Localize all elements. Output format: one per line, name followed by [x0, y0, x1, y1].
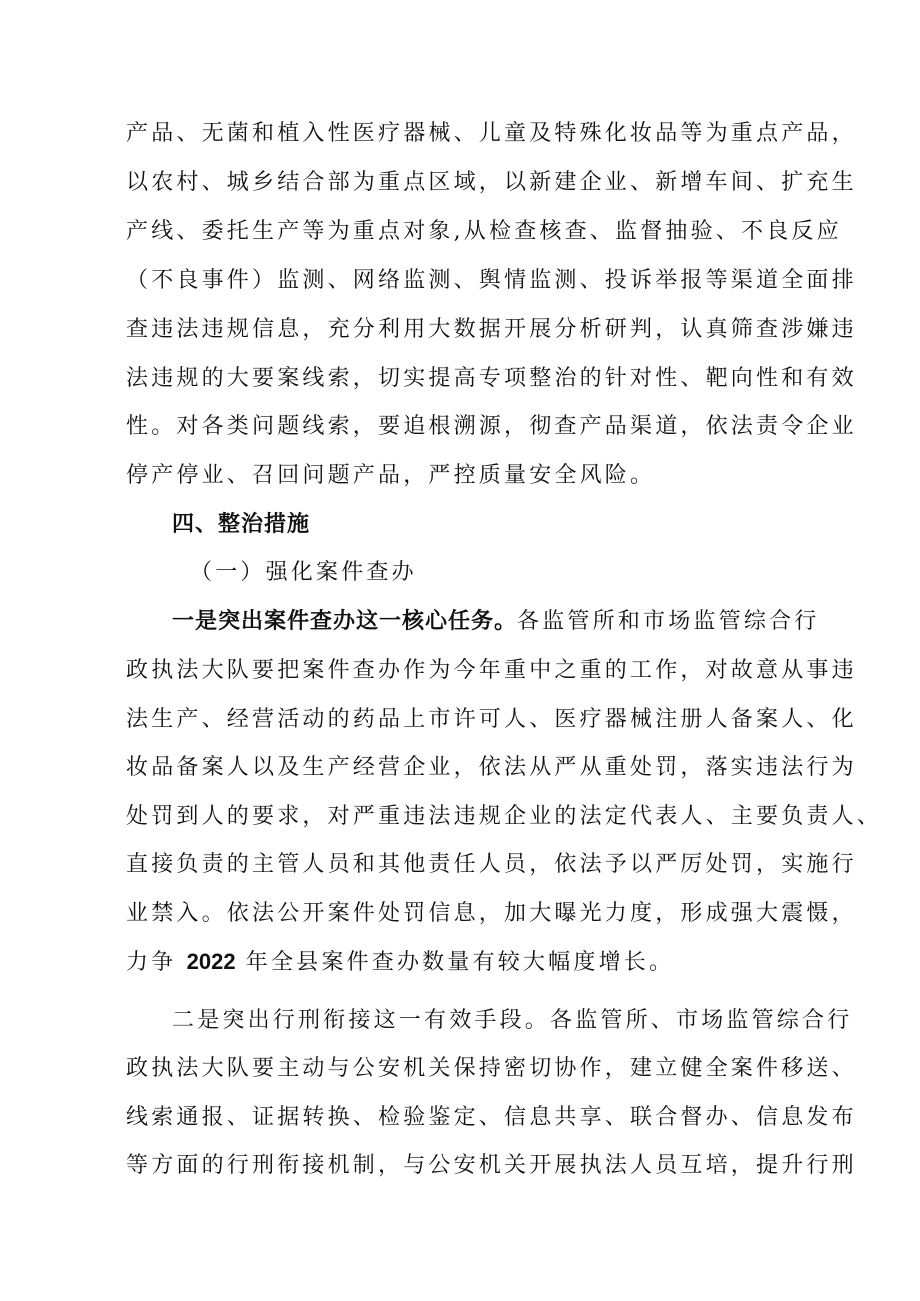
paragraph-line: 性。对各类问题线索，要追根溯源，彻查产品渠道，依法责令企业 — [126, 414, 857, 439]
paragraph-line: 处罚到人的要求，对严重违法违规企业的法定代表人、主要负责人、 — [126, 804, 883, 829]
paragraph-line: 直接负责的主管人员和其他责任人员，依法予以严厉处罚，实施行 — [126, 852, 857, 877]
paragraph-last-line — [126, 942, 816, 982]
subsection-heading: （一）强化案件查办 — [190, 560, 417, 585]
paragraph-line: 妆品备案人以及生产经营企业，依法从严从重处罚，落实违法行为 — [126, 755, 857, 780]
first-line-rest: 各监管所和市场监管综合行 — [517, 609, 820, 634]
section-heading: 四、整治措施 — [172, 512, 311, 537]
last-line-prefix: 力争 — [126, 950, 177, 975]
year-number: 2022 — [186, 949, 236, 974]
bold-lead: 一是突出案件查办这一核心任务。 — [172, 609, 518, 634]
paragraph-line: 以农村、城乡结合部为重点区域，以新建企业、新增车间、扩充生 — [126, 170, 857, 195]
paragraph-line: 法违规的大要案线索，切实提高专项整治的针对性、靶向性和有效 — [126, 366, 857, 391]
paragraph-line: 政执法大队要把案件查办作为今年重中之重的工作，对故意从事违 — [126, 658, 857, 683]
paragraph-line: 线索通报、证据转换、检验鉴定、信息共享、联合督办、信息发布 — [126, 1105, 857, 1130]
paragraph-first-line — [172, 602, 862, 642]
paragraph-line: 法生产、经营活动的药品上市许可人、医疗器械注册人备案人、化 — [126, 707, 857, 732]
paragraph-line: 政执法大队要主动与公安机关保持密切协作，建立健全案件移送、 — [126, 1056, 857, 1081]
paragraph-line: 停产停业、召回问题产品，严控质量安全风险。 — [126, 463, 656, 488]
paragraph-line: 二是突出行刑衔接这一有效手段。各监管所、市场监管综合行 — [172, 1008, 853, 1033]
paragraph-line: 产品、无菌和植入性医疗器械、儿童及特殊化妆品等为重点产品， — [126, 121, 857, 146]
paragraph-line: （不良事件）监测、网络监测、舆情监测、投诉举报等渠道全面排 — [126, 268, 857, 293]
paragraph-line: 业禁入。依法公开案件处罚信息，加大曝光力度，形成强大震慑， — [126, 901, 857, 926]
paragraph-line: 查违法违规信息，充分利用大数据开展分析研判，认真筛查涉嫌违 — [126, 317, 857, 342]
last-line-suffix: 年全县案件查办数量有较大幅度增长。 — [245, 950, 675, 975]
paragraph-line: 产线、委托生产等为重点对象,从检查核查、监督抽验、不良反应 — [126, 219, 842, 244]
paragraph-line: 等方面的行刑衔接机制，与公安机关开展执法人员互培，提升行刑 — [126, 1153, 857, 1178]
